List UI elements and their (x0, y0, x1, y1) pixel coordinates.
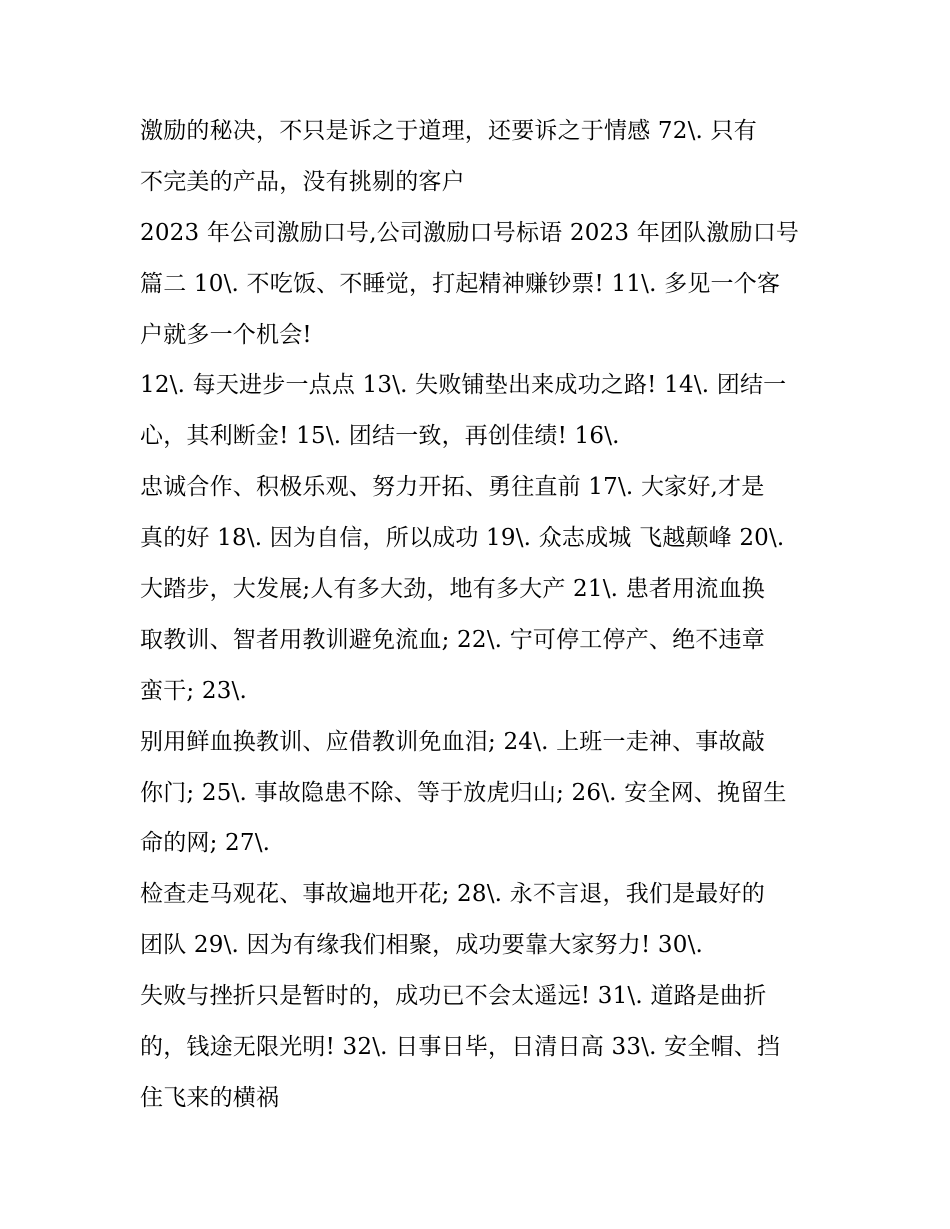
text-line: 忠诚合作、积极乐观、努力开拓、勇往直前 17\. 大家好,才是 (140, 474, 765, 501)
text-line: 12\. 每天进步一点点 13\. 失败铺垫出来成功之路! 14\. 团结一 (140, 372, 787, 399)
text-line: 住飞来的横祸 (140, 1084, 280, 1111)
text-line: 取教训、智者用教训避免流血; 22\. 宁可停工停产、绝不违章 (140, 626, 765, 653)
text-line: 失败与挫折只是暂时的，成功已不会太遥远! 31\. 道路是曲折 (140, 983, 767, 1010)
text-line: 团队 29\. 因为有缘我们相聚，成功要靠大家努力! 30\. (140, 932, 704, 959)
text-line: 蛮干; 23\. (140, 677, 247, 704)
text-line: 激励的秘决，不只是诉之于道理，还要诉之于情感 72\. 只有 (140, 118, 757, 144)
text-line: 心，其利断金! 15\. 团结一致，再创佳绩! 16\. (140, 423, 620, 450)
text-line: 2023 年公司激励口号,公司激励口号标语 2023 年团队激励口号 (140, 219, 800, 246)
text-line: 命的网; 27\. (140, 830, 271, 857)
text-line: 你门; 25\. 事故隐患不除、等于放虎归山; 26\. 安全网、挽留生 (140, 779, 787, 806)
text-line: 户就多一个机会! (140, 321, 312, 348)
document-page (140, 106, 812, 1124)
text-line: 别用鲜血换教训、应借教训免血泪; 24\. 上班一走神、事故敲 (140, 728, 765, 755)
text-line: 检查走马观花、事故遍地开花; 28\. 永不言退，我们是最好的 (140, 881, 765, 908)
text-line: 大踏步，大发展;人有多大劲，地有多大产 21\. 患者用流血换 (140, 576, 765, 603)
text-line: 真的好 18\. 因为自信，所以成功 19\. 众志成城 飞越颠峰 20\. (140, 525, 785, 552)
text-line: 篇二 10\. 不吃饭、不睡觉，打起精神赚钞票! 11\. 多见一个客 (140, 270, 781, 297)
text-line: 不完美的产品，没有挑剔的客户 (140, 168, 465, 195)
text-line: 的，钱途无限光明! 32\. 日事日毕，日清日高 33\. 安全帽、挡 (140, 1034, 781, 1061)
